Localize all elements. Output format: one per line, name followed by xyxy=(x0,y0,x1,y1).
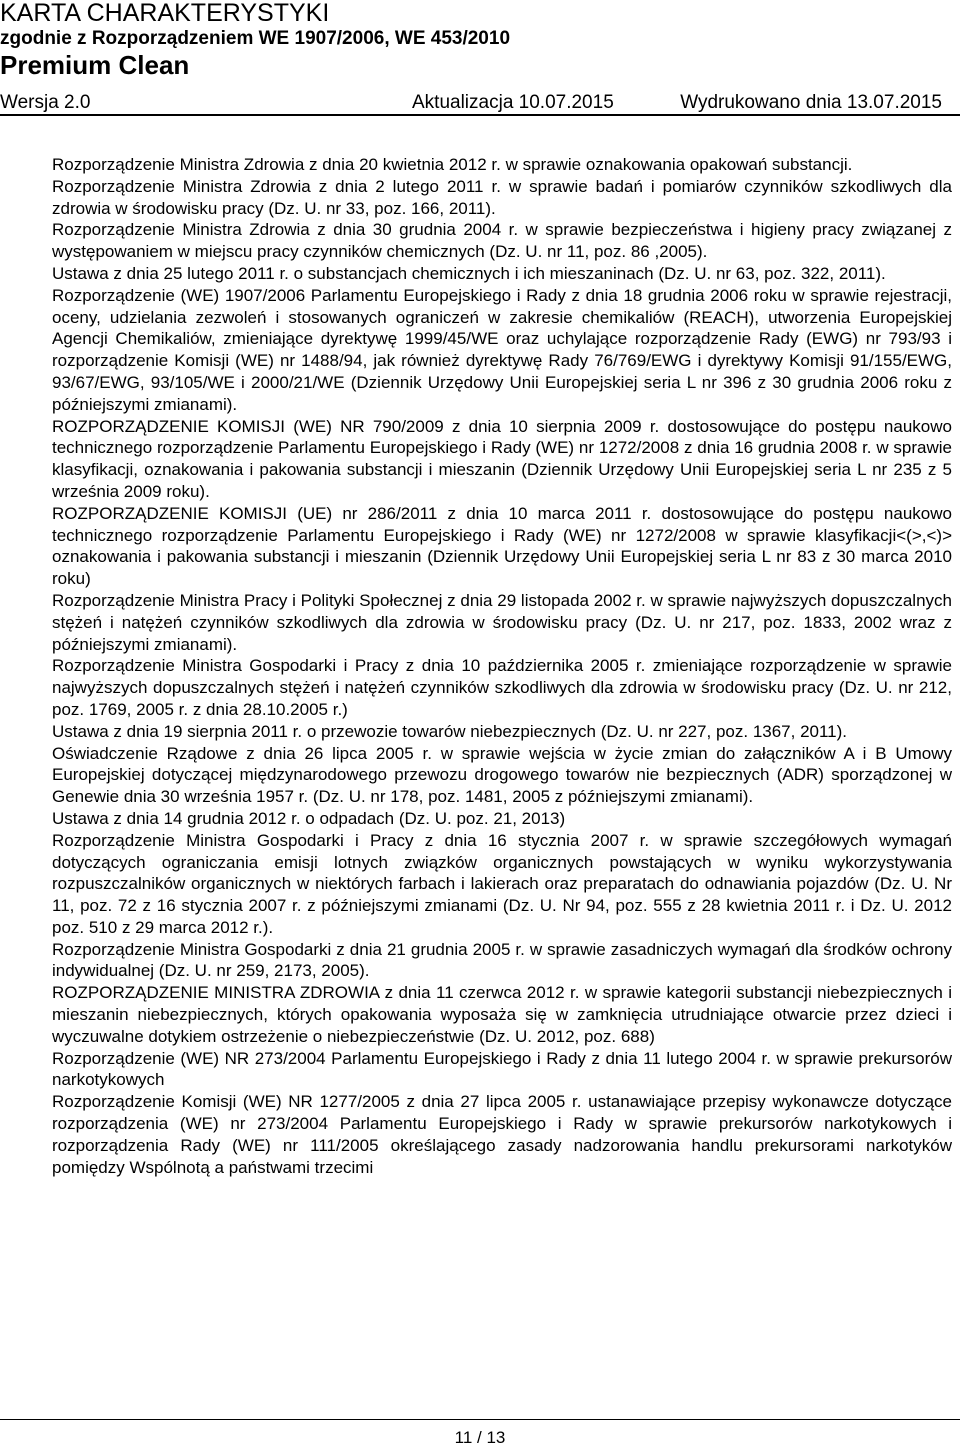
regulation-paragraph: Rozporządzenie Ministra Gospodarki z dnia 21 grudnia 2005 r. w sprawie zasadniczych wymagań dla środków ochrony indywidualnej (Dz. U. nr 259, 2173, 2005). xyxy=(52,939,952,981)
regulations-list xyxy=(52,154,952,1178)
print-date: Wydrukowano dnia 13.07.2015 xyxy=(680,92,942,113)
regulation-paragraph: Oświadczenie Rządowe z dnia 26 lipca 2005 r. w sprawie wejścia w życie zmian do załączników A i B Umowy Europejskiej dotyczącej międzynarodowego przewozu drogowego towarów nie bezpiecznych (ADR) sporządzonej w Genewie dnia 30 września 1957 r. (Dz. U. nr 178, poz. 1481, 2005 z późniejszymi zmianami). xyxy=(52,743,952,807)
regulation-reference: zgodnie z Rozporządzeniem WE 1907/2006, WE 453/2010 xyxy=(0,28,511,49)
regulation-paragraph: Rozporządzenie Komisji (WE) NR 1277/2005 z dnia 27 lipca 2005 r. ustanawiające przepisy wykonawcze dotyczące rozporządzenia (WE) nr 273/2004 Parlamentu Europejskiego i Rady w sprawie prekursorów narkotykowych i rozporządzenia Rady (WE) nr 111/2005 określającego zasady nadzorowania handlu prekursorami narkotyków pomiędzy Wspólnotą a państwami trzecimi xyxy=(52,1092,952,1177)
document-title: KARTA CHARAKTERYSTYKI xyxy=(0,0,330,27)
update-date: Aktualizacja 10.07.2015 xyxy=(412,92,614,113)
version-label: Wersja 2.0 xyxy=(0,92,91,113)
regulation-paragraph: Rozporządzenie Ministra Gospodarki i Pracy z dnia 16 stycznia 2007 r. w sprawie szczegółowych wymagań dotyczących ograniczania emisji lotnych związków organicznych powstających w wyniku wykorzystywania rozpuszczalników organicznych w niektórych farbach i lakierach oraz preparatach do odnawiania pojazdów (Dz. U. Nr 11, poz. 72 z 16 stycznia 2007 r. z późniejszymi zmianami (Dz. U. Nr 94, poz. 555 z 28 kwietnia 2011 r. i Dz. U. 2012 poz. 510 z 29 marca 2012 r.). xyxy=(52,830,952,937)
regulation-paragraph: Rozporządzenie Ministra Gospodarki i Pracy z dnia 10 października 2005 r. zmieniające rozporządzenie w sprawie najwyższych dopuszczalnych stężeń i natężeń czynników szkodliwych dla zdrowia w środowisku pracy (Dz. U. nr 212, poz. 1769, 2005 r. z dnia 28.10.2005 r.) xyxy=(52,656,952,719)
regulation-paragraph: ROZPORZĄDZENIE KOMISJI (UE) nr 286/2011 z dnia 10 marca 2011 r. dostosowujące do postępu naukowo technicznego rozporządzenie Parlamentu Europejskiego i Rady (WE) nr 1272/2008 w sprawie klasyfikacji<(>,<)> oznakowania i pakowania substancji i mieszanin (Dziennik Urzędowy Unii Europejskiej seria L nr 83 z 30 marca 2010 roku) xyxy=(52,503,952,589)
regulation-paragraph: Ustawa z dnia 25 lutego 2011 r. o substancjach chemicznych i ich mieszaninach (Dz. U. nr 63, poz. 322, 2011). xyxy=(52,263,886,283)
regulation-paragraph: ROZPORZĄDZENIE MINISTRA ZDROWIA z dnia 11 czerwca 2012 r. w sprawie kategorii substancji niebezpiecznych i mieszanin niebezpiecznych, których opakowania wyposaża się w zamknięcia utrudniające otwarcie przez dzieci i wyczuwalne dotykiem ostrzeżenie o niebezpieczeństwie (Dz. U. 2012, poz. 688) xyxy=(52,983,952,1046)
page-number: 11 / 13 xyxy=(454,1428,506,1447)
footer-divider xyxy=(0,1419,960,1420)
regulation-paragraph: Rozporządzenie Ministra Zdrowia z dnia 20 kwietnia 2012 r. w sprawie oznakowania opakowań substancji. xyxy=(52,155,853,174)
regulation-paragraph: Rozporządzenie (WE) NR 273/2004 Parlamentu Europejskiego i Rady z dnia 11 lutego 2004 r. w sprawie prekursorów narkotykowych xyxy=(52,1048,952,1090)
regulation-paragraph: Rozporządzenie Ministra Zdrowia z dnia 30 grudnia 2004 r. w sprawie bezpieczeństwa i higieny pracy związanej z występowaniem w miejscu pracy czynników chemicznych (Dz. U. nr 11, poz. 86 ,2005). xyxy=(52,220,952,262)
regulation-paragraph: ROZPORZĄDZENIE KOMISJI (WE) NR 790/2009 z dnia 10 sierpnia 2009 r. dostosowujące do postępu naukowo technicznego rozporządzenie Parlamentu Europejskiego i Rady (WE) nr 1272/2008 z dnia 16 grudnia 2008 r. w sprawie klasyfikacji, oznakowania i pakowania substancji i mieszanin (Dziennik Urzędowy Unii Europejskiej seria L nr 235 z 5 września 2009 roku). xyxy=(52,416,952,501)
regulation-paragraph: Rozporządzenie (WE) 1907/2006 Parlamentu Europejskiego i Rady z dnia 18 grudnia 2006 roku w sprawie rejestracji, oceny, udzielania zezwoleń i stosowanych ograniczeń w zakresie chemikaliów (REACH), utworzenia Europejskiej Agencji Chemikaliów, zmieniające dyrektywę 1999/45/WE oraz uchylające rozporządzenie Rady (EWG) nr 793/93 i rozporządzenie Komisji (WE) nr 1488/94, jak również dyrektywę Rady 76/769/EWG i dyrektywy Komisji 91/155/EWG, 93/67/EWG, 93/105/WE i 2000/21/WE (Dziennik Urzędowy Unii Europejskiej seria L nr 396 z 30 grudnia 2006 roku z późniejszymi zmianami). xyxy=(52,285,952,414)
product-name: Premium Clean xyxy=(0,50,190,80)
regulation-paragraph: Ustawa z dnia 19 sierpnia 2011 r. o przewozie towarów niebezpiecznych (Dz. U. nr 227, poz. 1367, 2011). xyxy=(52,721,848,741)
regulation-paragraph: Ustawa z dnia 14 grudnia 2012 r. o odpadach (Dz. U. poz. 21, 2013) xyxy=(52,808,566,828)
header-divider xyxy=(0,114,960,116)
regulation-paragraph: Rozporządzenie Ministra Zdrowia z dnia 2 lutego 2011 r. w sprawie badań i pomiarów czynników szkodliwych dla zdrowia w środowisku pracy (Dz. U. nr 33, poz. 166, 2011). xyxy=(52,176,952,218)
regulation-paragraph: Rozporządzenie Ministra Pracy i Polityki Społecznej z dnia 29 listopada 2002 r. w sprawie najwyższych dopuszczalnych stężeń i natężeń czynników szkodliwych dla zdrowia w środowisku pracy (Dz. U. nr 217, poz. 1833, 2002 wraz z późniejszymi zmianami). xyxy=(52,590,952,654)
